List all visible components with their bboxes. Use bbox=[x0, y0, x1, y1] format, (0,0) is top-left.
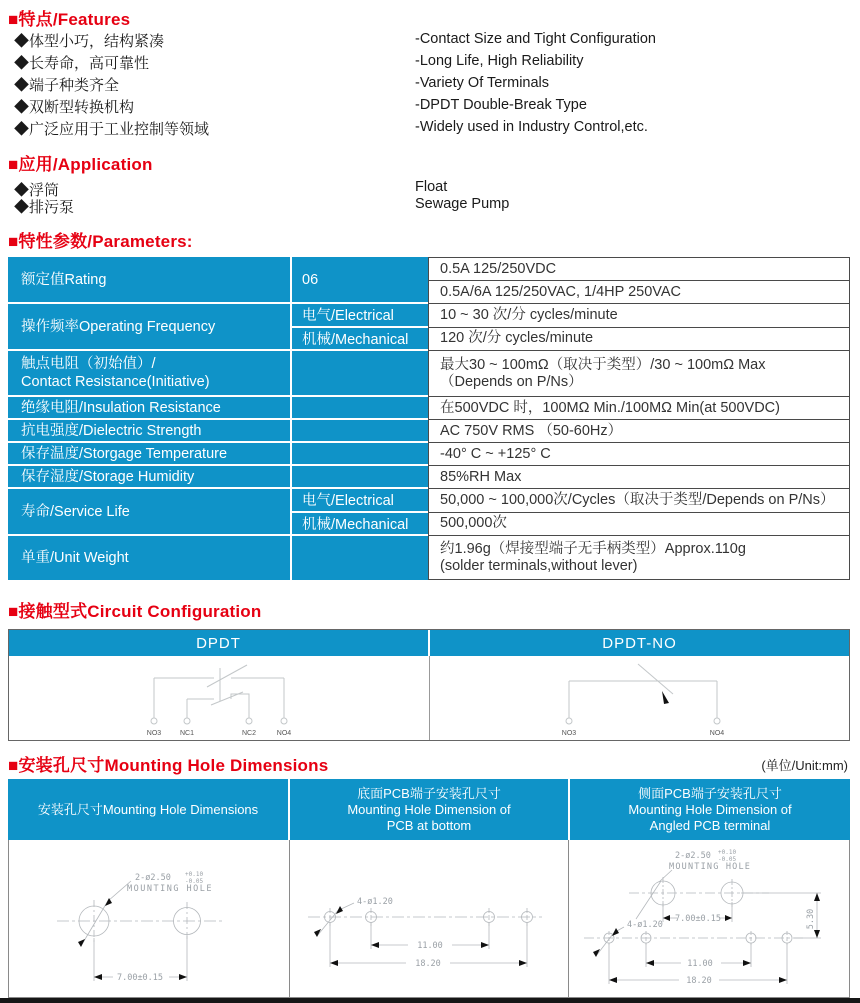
feature-item-zh: ◆端子种类齐全 bbox=[14, 77, 120, 94]
row-values bbox=[428, 489, 850, 536]
terminal-label: NO3 bbox=[146, 730, 162, 737]
row-values bbox=[428, 304, 850, 351]
row-label: 寿命/Service Life bbox=[8, 489, 292, 536]
mounting-hole-label: MOUNTING HOLE bbox=[669, 862, 752, 872]
application-item-zh: ◆浮筒 bbox=[14, 182, 60, 199]
row-label: 绝缘电阻/Insulation Resistance bbox=[8, 397, 292, 420]
header-line: PCB at bottom bbox=[386, 817, 472, 833]
terminal-label: NC2 bbox=[241, 730, 257, 737]
circuit-body-row bbox=[9, 656, 849, 740]
table-row bbox=[8, 304, 850, 351]
circuit-diagram-dpdt-no-cell bbox=[430, 656, 850, 740]
terminal-label: NO4 bbox=[709, 730, 724, 737]
feature-item-zh: ◆体型小巧，结构紧凑 bbox=[14, 33, 165, 50]
application-item-zh: ◆排污泵 bbox=[14, 199, 75, 216]
feature-item-en: -Contact Size and Tight Configuration bbox=[415, 31, 656, 47]
cell-value: 50,000 ~ 100,000次/Cycles（取决于类型/Depends on P/Ns） bbox=[429, 489, 850, 513]
row-mid-stack bbox=[292, 304, 428, 351]
row-mid-stack bbox=[292, 489, 428, 536]
cell-value: 0.5A 125/250VDC bbox=[429, 258, 850, 281]
pcb-bottom-drawing bbox=[290, 840, 569, 996]
row-values bbox=[428, 466, 850, 489]
dpdt-no-circuit-diagram bbox=[430, 656, 849, 740]
hole-tolerance-plus: +0.10 bbox=[718, 849, 737, 856]
row-values bbox=[428, 397, 850, 420]
application-item-en: Sewage Pump bbox=[415, 196, 510, 212]
unit-note: (单位/Unit:mm) bbox=[761, 758, 848, 773]
cell-value: 120 次/分 cycles/minute bbox=[429, 328, 850, 352]
row-mid-empty bbox=[292, 536, 428, 580]
mounting-drawing-3-cell bbox=[569, 840, 849, 997]
row-mid-empty bbox=[292, 397, 428, 420]
feature-item-zh: ◆长寿命，高可靠性 bbox=[14, 55, 150, 72]
cell-value-line: 约1.96g（焊接型端子无手柄类型）Approx.110g bbox=[440, 540, 746, 557]
row-label-line: 触点电阻（初始值）/ bbox=[21, 356, 156, 372]
cell-value-line: (solder terminals,without lever) bbox=[440, 557, 638, 574]
circuit-header-dpdt: DPDT bbox=[9, 630, 430, 656]
mounting-table bbox=[8, 779, 850, 998]
terminal-label: NO3 bbox=[561, 730, 576, 737]
terminal-label: NC1 bbox=[179, 730, 195, 737]
dim-vertical: 5.30 bbox=[806, 908, 816, 930]
cell-value: 85%RH Max bbox=[429, 466, 850, 489]
cell-value bbox=[429, 536, 850, 580]
mid-sub-label: 电气/Electrical bbox=[292, 304, 428, 328]
row-mid-empty bbox=[292, 351, 428, 397]
cell-value: 在500VDC 时，100MΩ Min./100MΩ Min(at 500VDC) bbox=[429, 397, 850, 420]
hole-tolerance-minus: -0.05 bbox=[718, 856, 737, 863]
table-row bbox=[8, 420, 850, 443]
row-label: 额定值Rating bbox=[8, 257, 292, 304]
mounting-hole-drawing bbox=[9, 840, 289, 996]
feature-item-zh: ◆双断型转换机构 bbox=[14, 99, 135, 116]
feature-item-en: -Variety Of Terminals bbox=[415, 75, 550, 91]
parameters-table bbox=[8, 257, 850, 580]
hole-callout: 2-ø2.50 bbox=[135, 873, 171, 883]
cell-value: 10 ~ 30 次/分 cycles/minute bbox=[429, 304, 850, 328]
mounting-header-row bbox=[8, 779, 850, 840]
circuit-title: ■接触型式Circuit Configuration bbox=[8, 602, 262, 621]
row-label: 保存湿度/Storage Humidity bbox=[8, 466, 292, 489]
dim-18: 18.20 bbox=[415, 959, 441, 969]
feature-item-en: -Long Life, High Reliability bbox=[415, 53, 584, 69]
row-label bbox=[8, 351, 292, 397]
header-line: 底面PCB端子安装孔尺寸 bbox=[357, 785, 501, 801]
mid-sub-label: 电气/Electrical bbox=[292, 489, 428, 513]
row-label-line: Contact Resistance(Initiative) bbox=[21, 374, 210, 390]
header-line: Mounting Hole Dimension of bbox=[628, 801, 792, 817]
mounting-header-3 bbox=[570, 779, 850, 840]
dim-11: 11.00 bbox=[417, 941, 443, 951]
cell-value: 500,000次 bbox=[429, 513, 850, 537]
mounting-header-2 bbox=[290, 779, 570, 840]
cell-value-line: （Depends on P/Ns） bbox=[440, 373, 583, 390]
features-title: ■特点/Features bbox=[8, 10, 131, 29]
table-row bbox=[8, 536, 850, 580]
table-row bbox=[8, 489, 850, 536]
header-line: Angled PCB terminal bbox=[649, 817, 771, 833]
table-row bbox=[8, 466, 850, 489]
mounting-drawing-2-cell bbox=[290, 840, 569, 997]
dim-18: 18.20 bbox=[686, 976, 712, 986]
mounting-hole-label: MOUNTING HOLE bbox=[127, 884, 214, 894]
actuator-arrow bbox=[662, 691, 669, 704]
terminal-label: NO4 bbox=[276, 730, 292, 737]
row-mid-empty bbox=[292, 443, 428, 466]
application-title: ■应用/Application bbox=[8, 155, 153, 174]
row-values bbox=[428, 536, 850, 580]
dim-11: 11.00 bbox=[687, 959, 713, 969]
row-label: 单重/Unit Weight bbox=[8, 536, 292, 580]
row-label: 保存温度/Storgage Temperature bbox=[8, 443, 292, 466]
mounting-body-row bbox=[8, 840, 850, 998]
pitch-dimension: 7.00±0.15 bbox=[674, 914, 722, 924]
circuit-header-dpdt-no: DPDT-NO bbox=[430, 630, 849, 656]
page-footer-bar bbox=[0, 998, 860, 1003]
row-values bbox=[428, 351, 850, 397]
mid-sub-label: 机械/Mechanical bbox=[302, 516, 409, 533]
cell-value: 0.5A/6A 125/250VAC, 1/4HP 250VAC bbox=[429, 281, 850, 304]
header-line: 安装孔尺寸Mounting Hole Dimensions bbox=[37, 801, 259, 817]
hole-tolerance-plus: +0.10 bbox=[185, 871, 204, 878]
small-hole-callout: 4-ø1.20 bbox=[357, 897, 393, 907]
header-line: 侧面PCB端子安装孔尺寸 bbox=[638, 785, 782, 801]
application-item-en: Float bbox=[415, 179, 448, 195]
cell-value: -40° C ~ +125° C bbox=[429, 443, 850, 466]
mid-sub-label: 机械/Mechanical bbox=[302, 331, 409, 348]
table-row bbox=[8, 397, 850, 420]
cell-value bbox=[429, 351, 850, 397]
feature-item-zh: ◆广泛应用于工业控制等领域 bbox=[14, 121, 210, 138]
row-label: 抗电强度/Dielectric Strength bbox=[8, 420, 292, 443]
parameters-title: ■特性参数/Parameters: bbox=[8, 232, 193, 251]
table-row bbox=[8, 351, 850, 397]
mounting-title: ■安装孔尺寸Mounting Hole Dimensions bbox=[8, 756, 329, 775]
circuit-header-row bbox=[9, 630, 849, 656]
circuit-diagram-dpdt-cell bbox=[9, 656, 430, 740]
circuit-table bbox=[8, 629, 850, 741]
small-hole-callout: 4-ø1.20 bbox=[627, 920, 663, 930]
pitch-dimension: 7.00±0.15 bbox=[116, 973, 164, 983]
table-row bbox=[8, 443, 850, 466]
row-mid-value: 06 bbox=[292, 257, 428, 304]
table-row bbox=[8, 257, 850, 304]
header-line: Mounting Hole Dimension of bbox=[347, 801, 511, 817]
row-mid-empty bbox=[292, 466, 428, 489]
cell-value-line: 最大30 ~ 100mΩ（取决于类型）/30 ~ 100mΩ Max bbox=[440, 356, 766, 373]
row-mid-empty bbox=[292, 420, 428, 443]
row-values bbox=[428, 257, 850, 304]
mounting-drawing-1-cell bbox=[9, 840, 290, 997]
dpdt-circuit-diagram bbox=[9, 656, 428, 740]
feature-item-en: -Widely used in Industry Control,etc. bbox=[415, 119, 648, 135]
hole-tolerance-minus: -0.05 bbox=[185, 878, 204, 885]
mounting-header-1 bbox=[8, 779, 290, 840]
row-values bbox=[428, 443, 850, 466]
angled-pcb-drawing bbox=[569, 840, 849, 996]
row-values bbox=[428, 420, 850, 443]
row-label: 操作频率Operating Frequency bbox=[8, 304, 292, 351]
cell-value: AC 750V RMS （50-60Hz） bbox=[429, 420, 850, 443]
feature-item-en: -DPDT Double-Break Type bbox=[415, 97, 587, 113]
hole-callout: 2-ø2.50 bbox=[675, 851, 711, 861]
